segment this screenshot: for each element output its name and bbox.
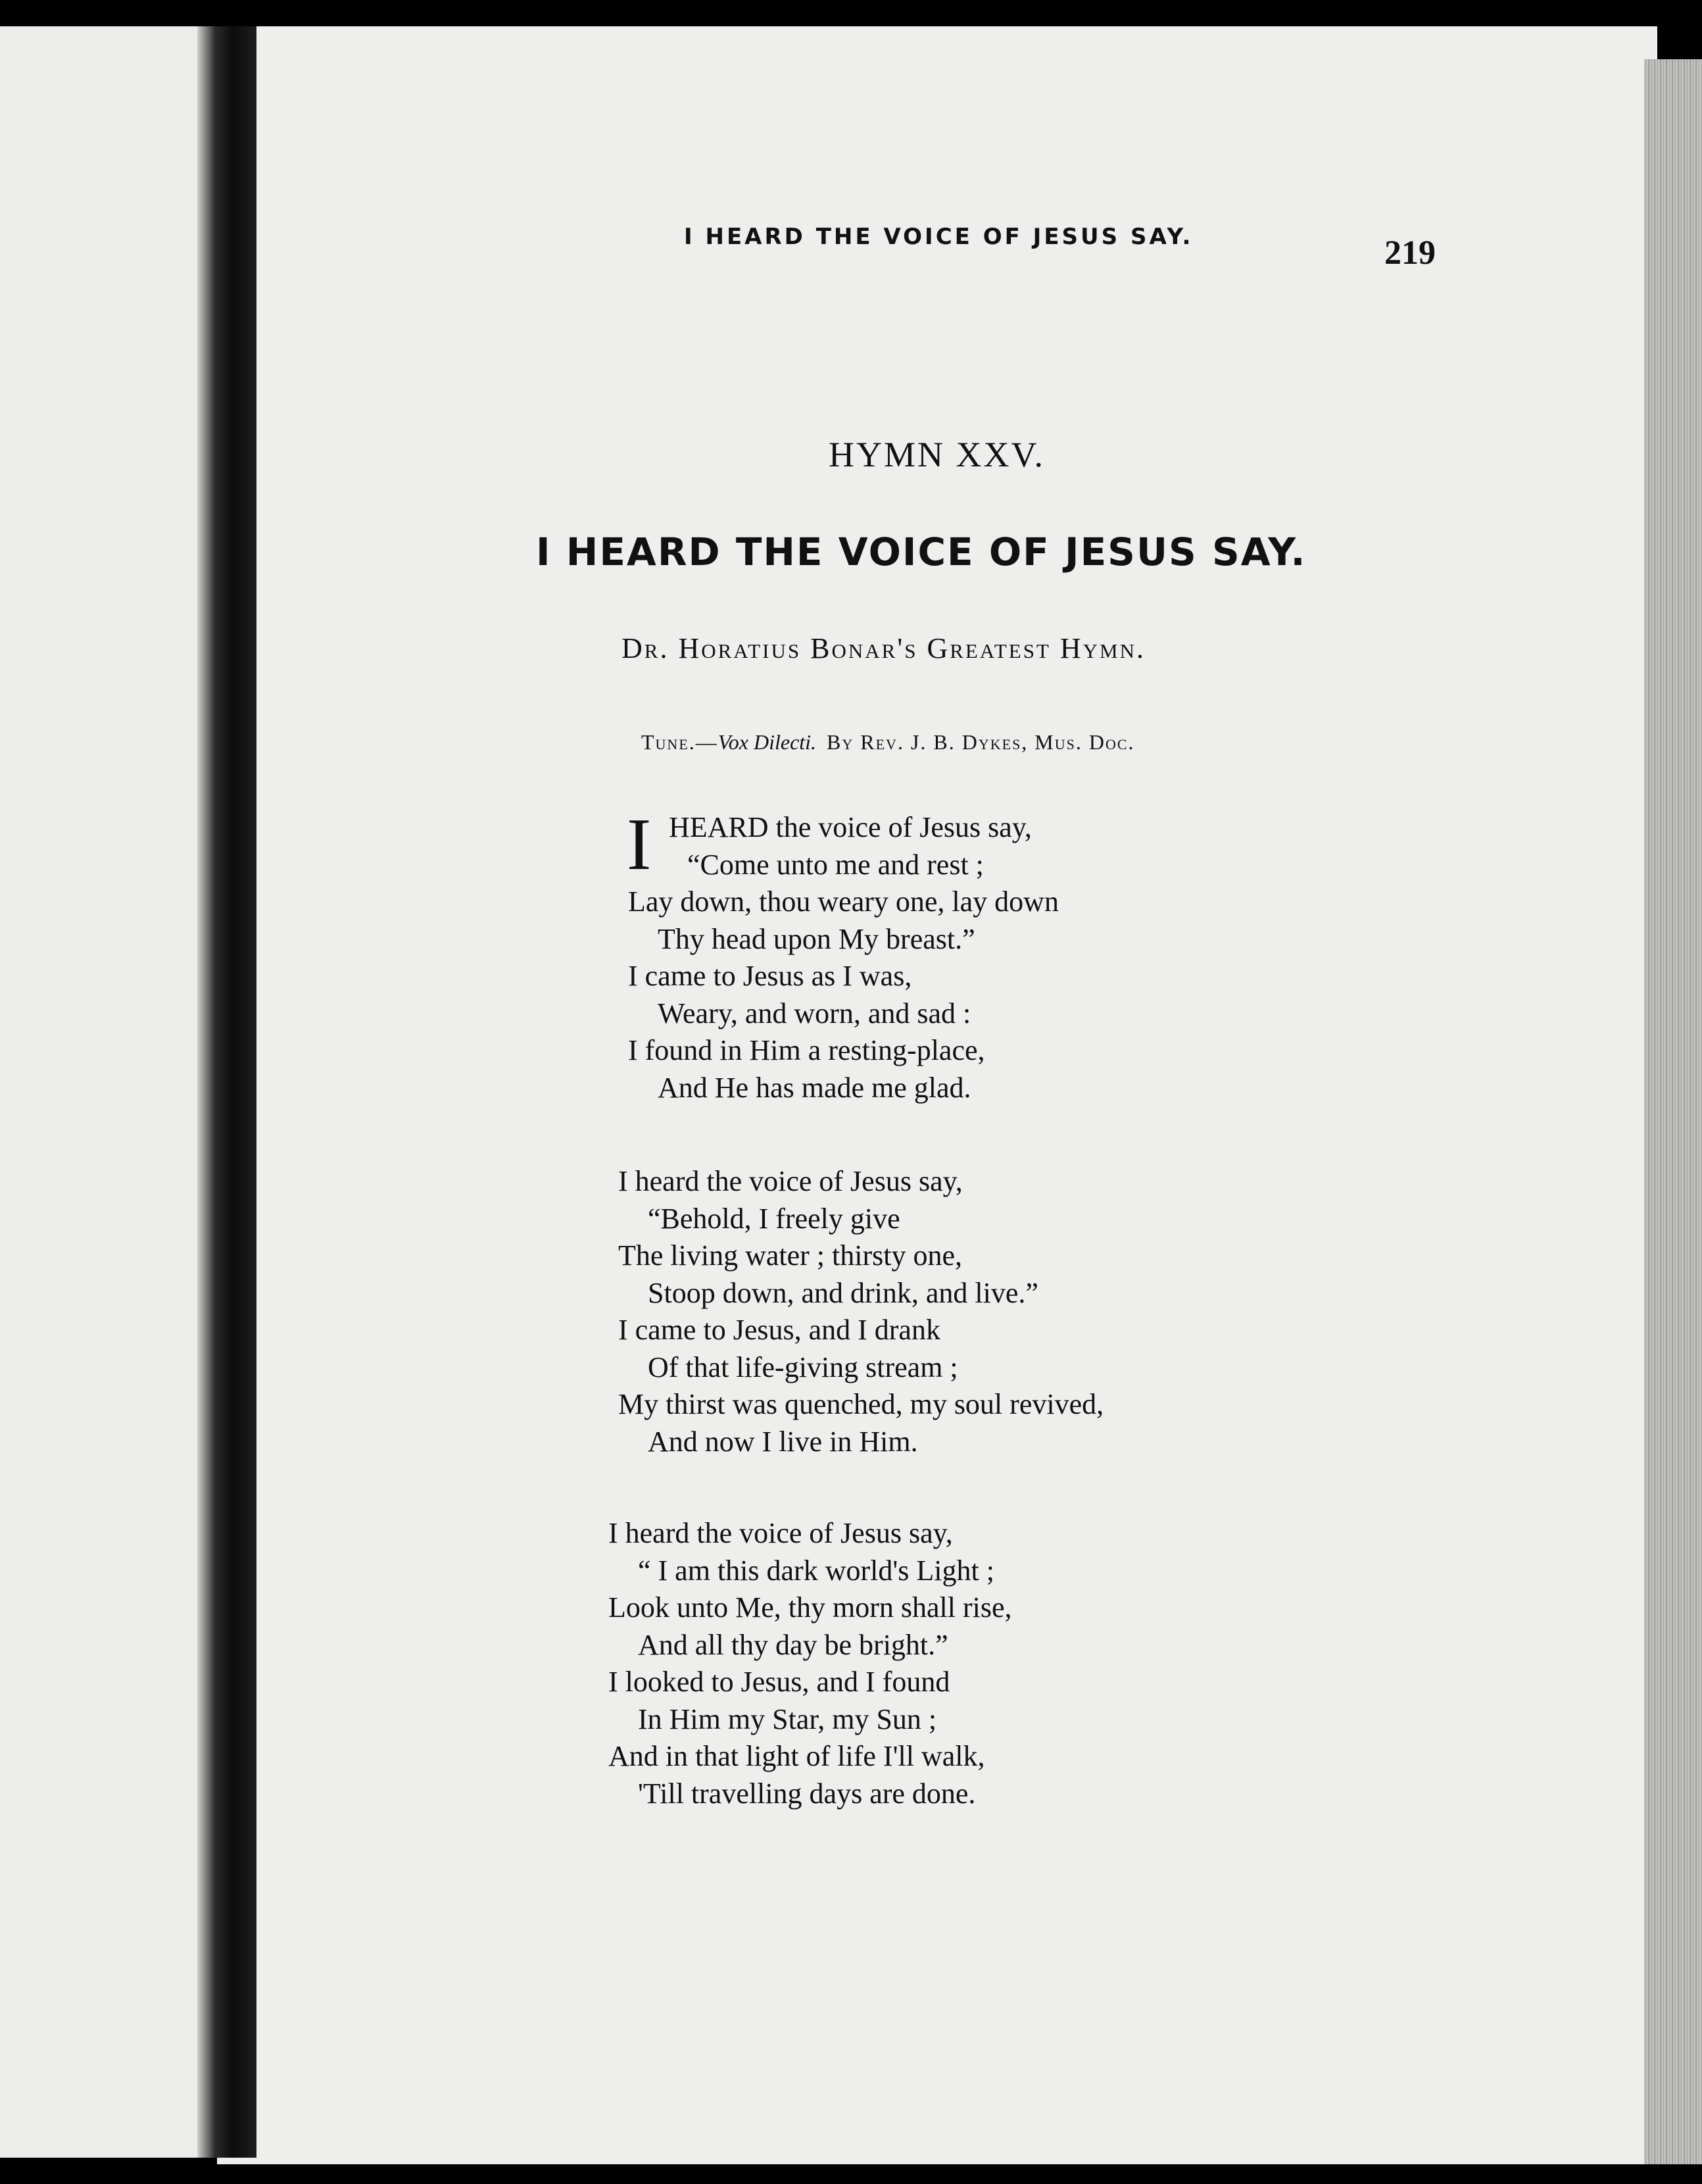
verse-line: HEARD the voice of Jesus say,	[669, 811, 1032, 843]
hymn-title: I HEARD THE VOICE OF JESUS SAY.	[536, 530, 1307, 574]
verse-line: Thy head upon My breast.”	[658, 922, 975, 955]
verse-line: Weary, and worn, and sad :	[658, 997, 971, 1030]
verse-line: And now I live in Him.	[648, 1425, 918, 1458]
verse-line: And all thy day be bright.”	[638, 1628, 948, 1661]
verse-line: In Him my Star, my Sun ;	[638, 1702, 937, 1735]
verse-2	[618, 1163, 1104, 1460]
tune-name: Vox Dilecti.	[717, 730, 817, 754]
tune-label: Tune.—	[641, 730, 718, 754]
page-edges	[1644, 59, 1702, 2164]
verse-line: I heard the voice of Jesus say,	[608, 1517, 953, 1549]
tune-line	[641, 730, 1135, 755]
verse-line: And in that light of life I'll walk,	[608, 1740, 985, 1772]
verse-line: “ I am this dark world's Light ;	[638, 1554, 994, 1587]
verse-line: The living water ; thirsty one,	[618, 1239, 962, 1272]
left-page	[0, 26, 230, 2158]
verse-line: Stoop down, and drink, and live.”	[648, 1276, 1038, 1309]
verse-line: I came to Jesus, and I drank	[618, 1314, 940, 1346]
verse-line: I found in Him a resting-place,	[628, 1034, 985, 1066]
verse-line: Lay down, thou weary one, lay down	[628, 885, 1059, 918]
hymn-number: HYMN XXV.	[829, 435, 1046, 474]
verse-line: “Behold, I freely give	[648, 1202, 900, 1235]
page-number: 219	[1384, 234, 1436, 272]
tune-credit: By Rev. J. B. Dykes, Mus. Doc.	[827, 730, 1135, 754]
book-gutter	[197, 26, 256, 2158]
verse-line: Look unto Me, thy morn shall rise,	[608, 1591, 1012, 1624]
verse-3	[608, 1515, 1012, 1812]
verse-1	[627, 804, 1059, 1106]
drop-cap: I	[627, 804, 652, 885]
running-head: I HEARD THE VOICE OF JESUS SAY.	[684, 224, 1194, 250]
verse-line: Of that life-giving stream ;	[648, 1351, 958, 1383]
verse-line: I looked to Jesus, and I found	[608, 1666, 950, 1698]
verse-line: I heard the voice of Jesus say,	[618, 1165, 963, 1197]
verse-line: My thirst was quenched, my soul revived,	[618, 1388, 1104, 1420]
verse-line: “Come unto me and rest ;	[687, 848, 984, 881]
verse-line: And He has made me glad.	[658, 1071, 971, 1104]
hymn-subtitle: Dr. Horatius Bonar's Greatest Hymn.	[621, 632, 1146, 664]
verse-line: I came to Jesus as I was,	[628, 960, 912, 992]
verse-line: 'Till travelling days are done.	[638, 1777, 976, 1810]
